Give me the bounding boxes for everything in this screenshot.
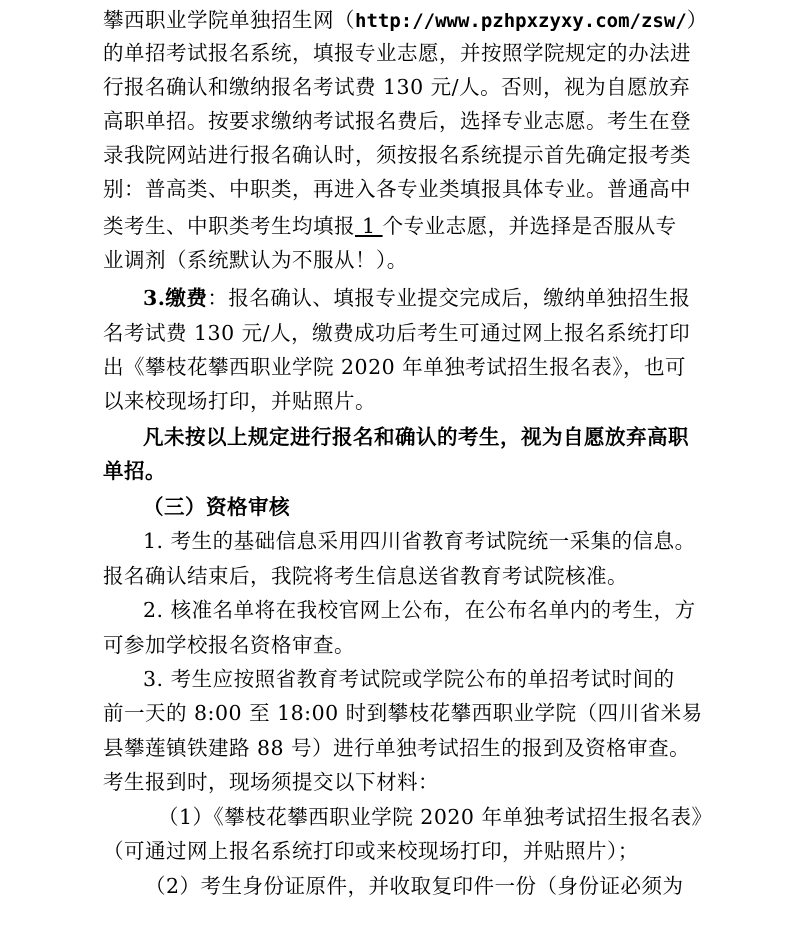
paragraph-line: 出《攀枝花攀西职业学院 2020 年单独考试招生报名表》，也可 xyxy=(103,355,686,379)
line-text: ：报名确认、填报专业提交完成后，缴纳单独招生报 xyxy=(207,286,691,310)
website-url: http://www.pzhpxzyxy.com/zsw/ xyxy=(355,10,687,32)
paragraph-line: 县攀莲镇铁建路 88 号）进行单独考试招生的报到及资格审查。 xyxy=(103,736,691,760)
paragraph-line: 1. 考生的基础信息采用四川省教育考试院统一采集的信息。 xyxy=(143,529,696,553)
line-text: 攀西职业学院单独招生网（ xyxy=(103,8,355,32)
paragraph-line: 行报名确认和缴纳报名考试费 130 元/人。否则，视为自愿放弃 xyxy=(103,75,691,99)
paragraph-line: （2）考生身份证原件，并收取复印件一份（身份证必须为 xyxy=(145,874,684,898)
bold-notice: 凡未按以上规定进行报名和确认的考生，视为自愿放弃高职 xyxy=(143,425,689,449)
paragraph-line xyxy=(143,283,690,313)
paragraph-line: 可参加学校报名资格审查。 xyxy=(103,633,355,657)
paragraph-line: 录我院网站进行报名确认时，须按报名系统提示首先确定报考类 xyxy=(103,143,691,167)
paragraph-line: （1）《攀枝花攀西职业学院 2020 年单独考试招生报名表》 xyxy=(158,805,713,829)
section-heading: （三）资格审核 xyxy=(143,495,290,519)
paragraph-line: （可通过网上报名系统打印或来校现场打印，并贴照片）； xyxy=(103,839,639,863)
line-text: ） xyxy=(686,8,708,32)
paragraph-line xyxy=(103,5,708,36)
line-text: 个专业志愿，并选择是否服从专 xyxy=(382,214,677,238)
bold-notice: 单招。 xyxy=(103,459,166,483)
paragraph-line: 报名确认结束后，我院将考生信息送省教育考试院核准。 xyxy=(103,564,628,588)
paragraph-line: 的单招考试报名系统，填报专业志愿，并按照学院规定的办法进 xyxy=(103,41,691,65)
paragraph-line: 别：普高类、中职类，再进入各专业类填报具体专业。普通高中 xyxy=(103,177,691,201)
paragraph-line: 高职单招。按要求缴纳考试报名费后，选择专业志愿。考生在登 xyxy=(103,109,691,133)
line-text: 类考生、中职类考生均填报 xyxy=(103,214,355,238)
paragraph-line: 前一天的 8:00 至 18:00 时到攀枝花攀西职业学院（四川省米易 xyxy=(103,701,703,725)
paragraph-line: 业调剂（系统默认为不服从！）。 xyxy=(103,248,408,272)
paragraph-line: 考生报到时，现场须提交以下材料： xyxy=(103,770,439,794)
section-label: 3.缴费 xyxy=(143,286,208,310)
underlined-number: 1 xyxy=(355,214,383,238)
paragraph-line: 名考试费 130 元/人，缴费成功后考生可通过网上报名系统打印 xyxy=(103,321,691,345)
paragraph-line: 以来校现场打印，并贴照片。 xyxy=(103,389,376,413)
paragraph-line: 3. 考生应按照省教育考试院或学院公布的单招考试时间的 xyxy=(143,667,675,691)
paragraph-line xyxy=(103,211,677,241)
paragraph-line: 2. 核准名单将在我校官网上公布，在公布名单内的考生，方 xyxy=(143,598,696,622)
